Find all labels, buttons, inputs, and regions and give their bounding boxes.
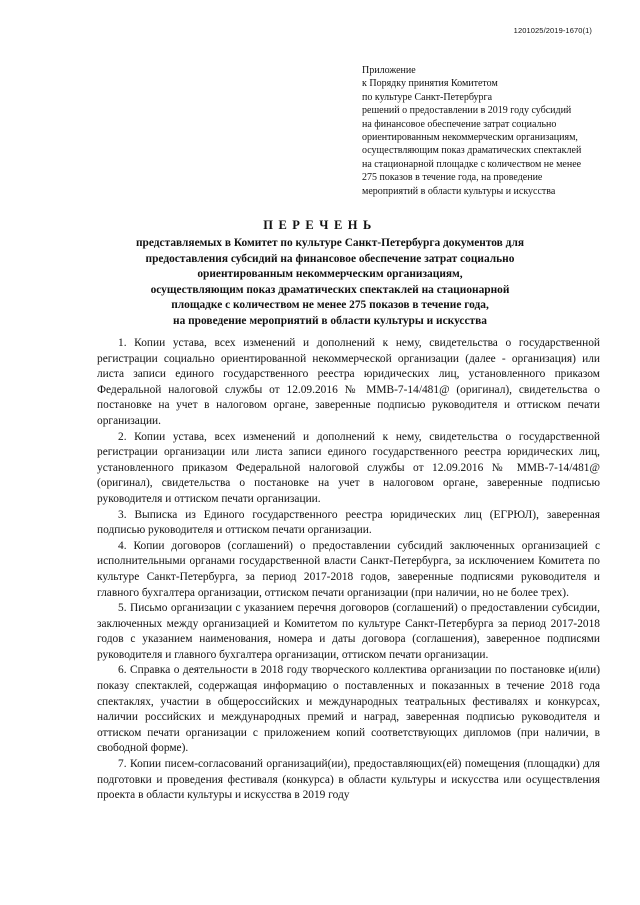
document-code: 1201025/2019-1670(1) [513, 26, 592, 35]
appendix-line: на стационарной площадке с количеством не менее [362, 158, 582, 170]
appendix-line: решений о предоставлении в 2019 году субсидий [362, 105, 572, 117]
appendix-line: на финансовое обеспечение затрат социально [362, 118, 557, 130]
list-item: 1. Копии устава, всех изменений и дополнений к нему, свидетельства о государственной регистрации социально ориентированной некоммерческой организации (далее - организация) или листа записи единого государственного реестра юридических лиц, установленного приказом Федеральной налоговой службы от 12.09.2016 № ММВ-7-14/481@ (оригинал), свидетельства о постановке на учет в налоговом органе, заверенные подписью руководителя и оттиском печати организации. [97, 337, 600, 427]
appendix-header [362, 64, 607, 198]
appendix-line: к Порядку принятия Комитетом [362, 78, 498, 90]
appendix-line: по культуре Санкт-Петербурга [362, 91, 493, 103]
document-subtitle [60, 236, 600, 329]
list-item: 2. Копии устава, всех изменений и дополнений к нему, свидетельства о государственной регистрации организации или листа записи единого государственного реестра юридических лиц, установленного приказом Федеральной налоговой службы от 12.09.2016 № ММВ-7-14/481@ (оригинал), свидетельства о постановке на учет в налоговом органе, заверенные подписью руководителя и оттиском печати организации. [97, 430, 600, 505]
appendix-line: ориентированным некоммерческим организациям, [362, 132, 578, 144]
subtitle-line: предоставления субсидий на финансовое обеспечение затрат социально [145, 252, 515, 265]
appendix-line: 275 показов в течение года, на проведение [362, 172, 543, 184]
appendix-line: Приложение [362, 65, 416, 76]
list-item: 4. Копии договоров (соглашений) о предоставлении субсидий заключенных организацией с исполнительными органами государственной власти Санкт-Петербурга, за исключением Комитета по культуре Санкт-Петербурга, за период 2017-2018 годов, заверенные подписями руководителя и главного бухгалтера организации, оттиском печати организации (при наличии, но не более трех). [97, 539, 600, 599]
list-item: 5. Письмо организации с указанием перечня договоров (соглашений) о предоставлении субсидии, заключенных между организацией и Комитетом по культуре Санкт-Петербурга за период 2017-2018 годов с указанием наименования, номера и даты договора (соглашения), заверенное подписями руководителя и главного бухгалтера организации, оттиском печати организации. [97, 602, 600, 661]
list-item: 7. Копии писем-согласований организаций(ии), предоставляющих(ей) помещения (площадки) для подготовки и проведения фестиваля (конкурса) в области культуры и искусства или осуществления проекта в области культуры и искусства в 2019 году [97, 758, 600, 802]
subtitle-line: представляемых в Комитет по культуре Санкт-Петербурга документов для [135, 237, 524, 249]
appendix-line: осуществляющим показ драматических спектаклей [362, 145, 582, 157]
subtitle-line: площадке с количеством не менее 275 показов в течение года, [171, 299, 489, 311]
appendix-line: мероприятий в области культуры и искусства [362, 185, 556, 197]
subtitle-line: ориентированным некоммерческим организациям, [197, 268, 463, 280]
list-item: 6. Справка о деятельности в 2018 году творческого коллектива организации по постановке и(или) показу спектаклей, содержащая информацию о поставленных и показанных в течение 2018 года спектаклях, участии в общероссийских и международных театральных фестивалях и конкурсах, наличии российских и международных премий и наград, заверенная подписью руководителя и оттиском печати организации с приложением копий соответствующих дипломов (при наличии, в свободной форме). [97, 664, 600, 755]
subtitle-line: осуществляющим показ драматических спектаклей на стационарной [150, 283, 510, 296]
list-item: 3. Выписка из Единого государственного реестра юридических лиц (ЕГРЮЛ), заверенная подписью руководителя и оттиском печати организации. [97, 508, 600, 537]
subtitle-line: на проведение мероприятий в области культуры и искусства [173, 314, 487, 327]
document-title: ПЕРЕЧЕНЬ [263, 218, 377, 232]
document-list [97, 336, 600, 804]
